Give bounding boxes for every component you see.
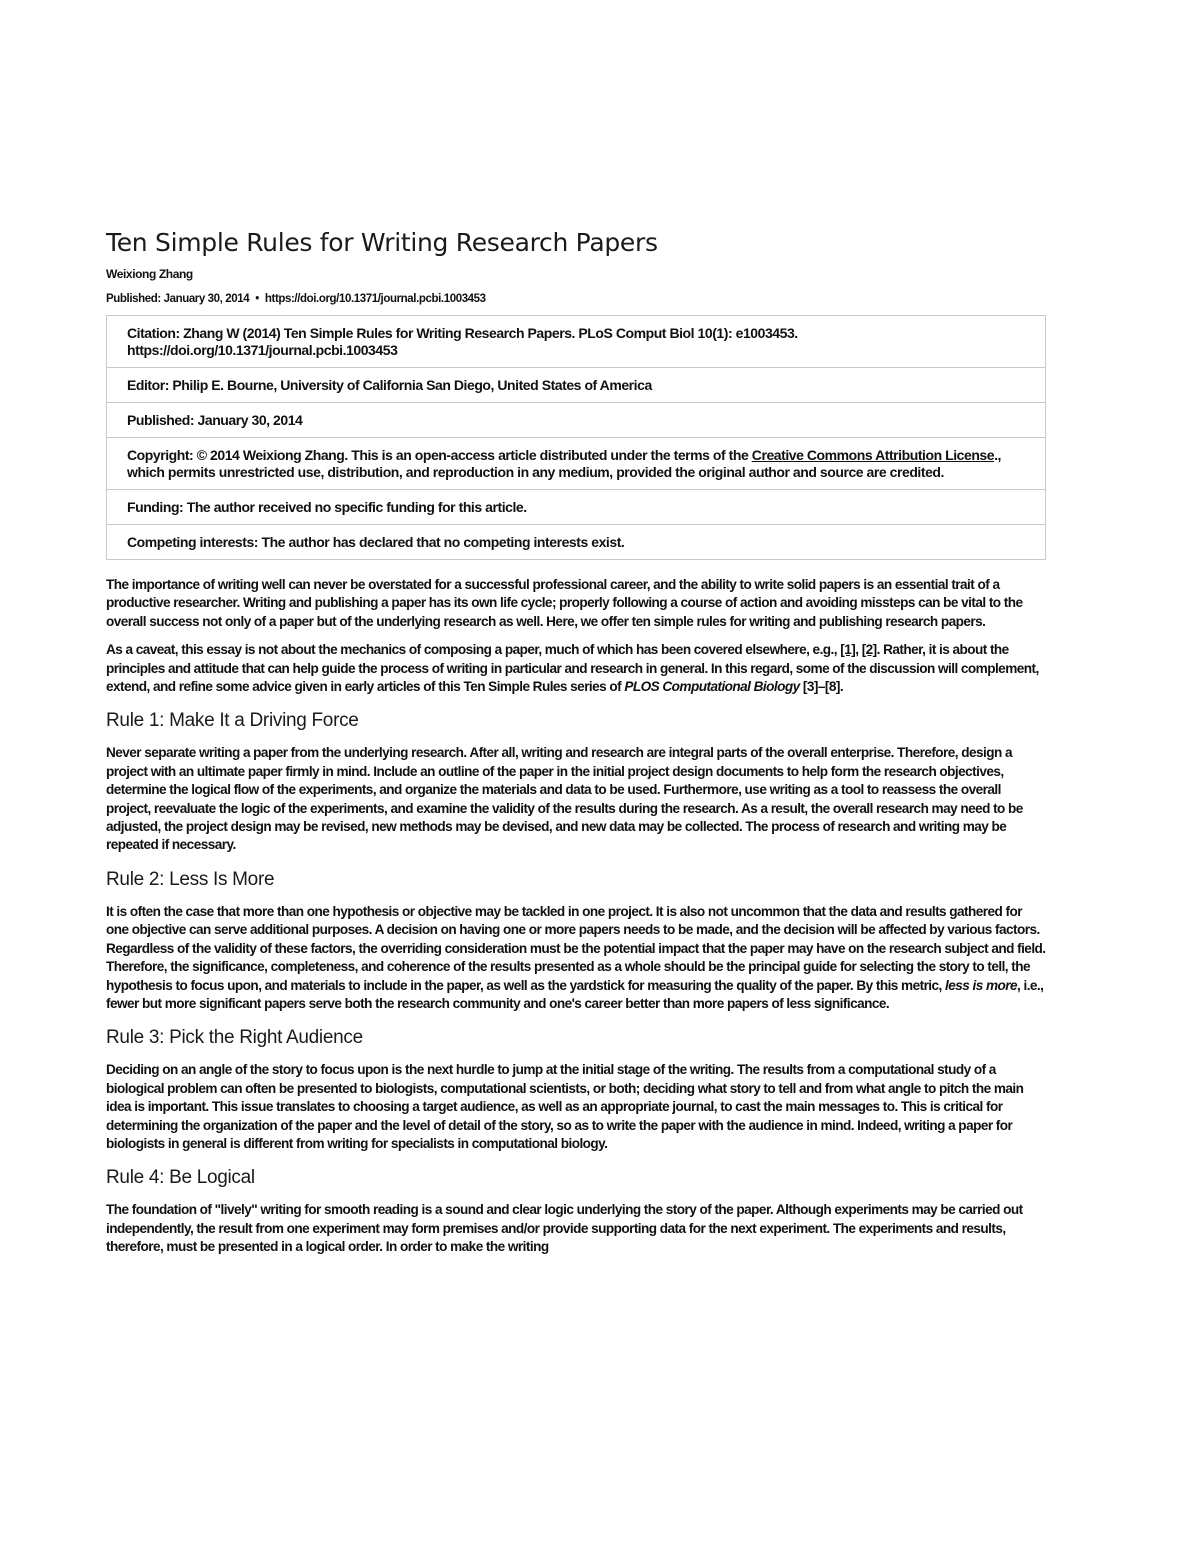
citation-label: Citation: xyxy=(127,325,180,341)
published-date: Published: January 30, 2014 xyxy=(106,293,250,305)
rule-2-text-a: It is often the case that more than one hypothesis or objective may be tackled in one project. It is also not uncommon that the data and results gathered for one objective can serve additional purposes. A decision on having one or more papers needs to be made, and the decision will be affected by various factors. Regardless of the validity of these factors, the overriding consideration must be the potential impact that the paper may have on the research subject and field. Therefore, the significance, completeness, and coherence of the results presented as a whole should be the principal guide for selecting the story to tell, the hypothesis to focus upon, and materials to include in the paper, as well as the yardstick for measuring the quality of the paper. By this metric, xyxy=(106,903,1046,993)
rule-1-text: Never separate writing a paper from the underlying research. After all, writing and research are integral parts of the overall enterprise. Therefore, design a project with an ultimate paper firmly in mind. Include an outline of the paper in the initial project design documents to help form the research objectives, determine the logical flow of the experiments, and organize the materials and data to be used. Furthermore, use writing as a tool to reassess the overall project, reevaluate the logic of the experiments, and examine the validity of the results during the research. As a result, the overall research may need to be adjusted, the project design may be revised, new methods may be devised, and new data may be collected. The process of research and writing may be repeated if necessary. xyxy=(106,745,1023,853)
citation-row xyxy=(107,316,1045,368)
funding-row xyxy=(107,490,1045,525)
reference-link-2[interactable]: [2] xyxy=(861,642,877,658)
copyright-text-cont: ., which permits unrestricted use, distribution, and reproduction in any medium, provided the original author and source are credited. xyxy=(127,447,1001,480)
competing-interests-text: The author has declared that no competing interests exist. xyxy=(261,534,625,550)
separator: • xyxy=(255,293,259,305)
published-row xyxy=(107,403,1045,438)
reference-range[interactable]: [3]–[8] xyxy=(802,679,840,695)
rule-1-heading: Rule 1: Make It a Driving Force xyxy=(106,710,359,732)
article-info-box xyxy=(106,315,1046,560)
rule-4-text: The foundation of "lively" writing for smooth reading is a sound and clear logic underlying the story of the paper. Although experiments may be carried out independently, the result from one experiment may form premises and/or provide supporting data for the next experiment. The experiments and results, therefore, must be presented in a logical order. In order to make the writing xyxy=(106,1202,1023,1255)
reference-link-1[interactable]: [1] xyxy=(840,642,856,658)
editor-row xyxy=(107,368,1045,403)
rule-3-heading: Rule 3: Pick the Right Audience xyxy=(106,1027,363,1049)
publication-line xyxy=(106,293,1046,305)
funding-text: The author received no specific funding for this article. xyxy=(186,499,527,515)
editor-text: Philip E. Bourne, University of California San Diego, United States of America xyxy=(172,377,652,393)
editor-label: Editor: xyxy=(127,377,169,393)
published-text: January 30, 2014 xyxy=(197,412,303,428)
intro-paragraph-2: As a caveat, this essay is not about the mechanics of composing a paper, much of which has been covered elsewhere, e.g., [1], [2]. Rather, it is about the principles and attitude that can help guide the process of writing in particular and research in general. In this regard, some of the discussion will complement, extend, and refine some advice given in early articles of this Ten Simple Rules series of PLOS Computational Biology [3]–[8]. xyxy=(106,642,1039,695)
doi-link[interactable]: https://doi.org/10.1371/journal.pcbi.1003453 xyxy=(264,293,486,305)
article xyxy=(106,228,1046,1267)
copyright-row xyxy=(107,438,1045,490)
citation-text: Zhang W (2014) Ten Simple Rules for Writing Research Papers. PLoS Comput Biol 10(1): e1003453. https://doi.org/10.1371/journal.pcbi.1003453 xyxy=(127,325,798,358)
rule-2-text xyxy=(106,903,1046,1013)
intro-paragraph-1: The importance of writing well can never be overstated for a successful professional career, and the ability to write solid papers is an essential trait of a productive researcher. Writing and publishing a paper has its own life cycle; properly following a course of action and avoiding missteps can be vital to the overall success not only of a paper but of the underlying research as well. Here, we offer ten simple rules for writing and publishing research papers. xyxy=(106,577,1023,629)
rule-2-emphasis: less is more xyxy=(945,977,1018,993)
author-name[interactable]: Weixiong Zhang xyxy=(106,267,193,281)
rule-2-text-b: , i.e., fewer but more significant papers serve both the research community and one's career better than more papers of less significance. xyxy=(106,977,1044,1011)
funding-label: Funding: xyxy=(127,499,184,515)
competing-interests-row xyxy=(107,525,1045,559)
intro-p2-text-b: Rather, it is about the principles and attitude that can help guide the process of writing in particular and research in general. In this regard, some of the discussion will complement, extend, and refine some advice given in early articles of this Ten Simple Rules series of xyxy=(106,642,1039,695)
copyright-text: © 2014 Weixiong Zhang. This is an open-access article distributed under the terms of the xyxy=(196,447,749,463)
license-link[interactable]: Creative Commons Attribution License xyxy=(751,447,995,463)
competing-interests-label: Competing interests: xyxy=(127,534,259,550)
copyright-label: Copyright: xyxy=(127,447,194,463)
journal-name: PLOS Computational Biology xyxy=(624,679,800,695)
article-title: Ten Simple Rules for Writing Research Papers xyxy=(106,228,658,257)
published-label: Published: xyxy=(127,412,195,428)
rule-3-text: Deciding on an angle of the story to focus upon is the next hurdle to jump at the initial stage of the writing. The results from a computational study of a biological problem can often be presented to biologists, computational scientists, or both; deciding what story to tell and from what angle to pitch the main idea is important. This issue translates to choosing a target audience, as well as an appropriate journal, to cast the main messages to. This is critical for determining the organization of the paper and the level of detail of the story, so as to write the paper with the audience in mind. Indeed, writing a paper for biologists in general is different from writing for specialists in computational biology. xyxy=(106,1062,1024,1151)
rule-4-heading: Rule 4: Be Logical xyxy=(106,1167,255,1189)
intro-p2-text-a: As a caveat, this essay is not about the mechanics of composing a paper, much of which has been covered elsewhere, e.g., xyxy=(106,642,838,658)
rule-2-heading: Rule 2: Less Is More xyxy=(106,868,275,890)
